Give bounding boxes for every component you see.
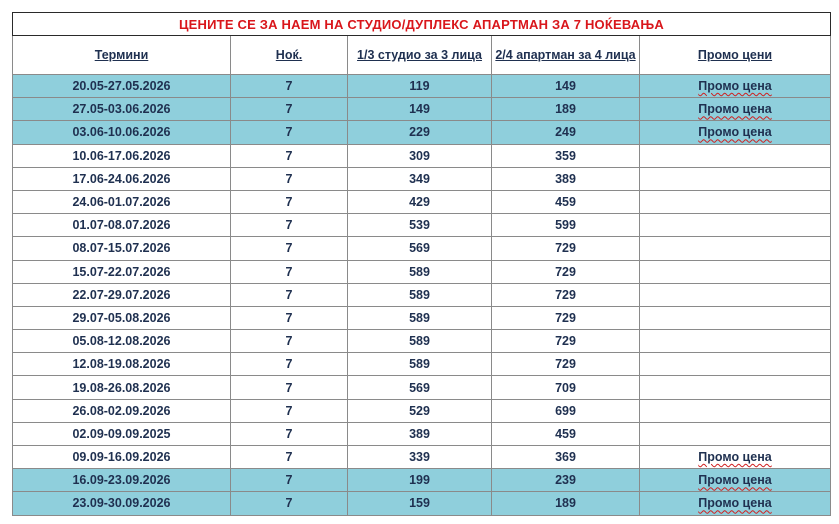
- cell-apartment-price: 459: [492, 190, 640, 213]
- cell-promo: [640, 422, 831, 445]
- cell-term: 19.08-26.08.2026: [13, 376, 231, 399]
- cell-term: 09.09-16.09.2026: [13, 446, 231, 469]
- promo-label-text: Промо цена: [698, 79, 772, 94]
- cell-studio-price: 159: [348, 492, 492, 515]
- cell-nights: 7: [231, 214, 348, 237]
- cell-nights: 7: [231, 144, 348, 167]
- table-row: [13, 399, 831, 422]
- cell-term: 24.06-01.07.2026: [13, 190, 231, 213]
- table-row: [13, 376, 831, 399]
- cell-promo: [640, 469, 831, 492]
- cell-studio-price: 149: [348, 98, 492, 121]
- cell-studio-price: 589: [348, 330, 492, 353]
- cell-promo: [640, 260, 831, 283]
- table-row: [13, 98, 831, 121]
- cell-promo: [640, 121, 831, 144]
- promo-label-text: Промо цена: [698, 450, 772, 465]
- header-apartment: 2/4 апартман за 4 лица: [492, 36, 640, 75]
- cell-studio-price: 569: [348, 376, 492, 399]
- cell-promo: [640, 446, 831, 469]
- cell-term: 29.07-05.08.2026: [13, 306, 231, 329]
- cell-promo: [640, 306, 831, 329]
- promo-label-text: Промо цена: [698, 102, 772, 117]
- cell-promo: [640, 353, 831, 376]
- promo-label-text: Промо цена: [698, 473, 772, 488]
- cell-promo: [640, 214, 831, 237]
- table-row: [13, 237, 831, 260]
- cell-apartment-price: 369: [492, 446, 640, 469]
- cell-nights: 7: [231, 190, 348, 213]
- cell-studio-price: 349: [348, 167, 492, 190]
- cell-apartment-price: 239: [492, 469, 640, 492]
- cell-nights: 7: [231, 330, 348, 353]
- table-row: [13, 121, 831, 144]
- promo-label-text: Промо цена: [698, 125, 772, 140]
- cell-studio-price: 119: [348, 75, 492, 98]
- cell-nights: 7: [231, 399, 348, 422]
- cell-term: 16.09-23.09.2026: [13, 469, 231, 492]
- table-row: [13, 260, 831, 283]
- cell-apartment-price: 599: [492, 214, 640, 237]
- cell-promo: [640, 75, 831, 98]
- price-table: [12, 12, 831, 516]
- cell-studio-price: 589: [348, 283, 492, 306]
- header-row: [13, 36, 831, 75]
- cell-nights: 7: [231, 446, 348, 469]
- cell-studio-price: 589: [348, 260, 492, 283]
- cell-term: 22.07-29.07.2026: [13, 283, 231, 306]
- cell-promo: [640, 190, 831, 213]
- cell-term: 08.07-15.07.2026: [13, 237, 231, 260]
- cell-apartment-price: 699: [492, 399, 640, 422]
- cell-nights: 7: [231, 98, 348, 121]
- cell-apartment-price: 709: [492, 376, 640, 399]
- cell-nights: 7: [231, 492, 348, 515]
- cell-studio-price: 539: [348, 214, 492, 237]
- cell-studio-price: 229: [348, 121, 492, 144]
- cell-nights: 7: [231, 422, 348, 445]
- cell-studio-price: 309: [348, 144, 492, 167]
- table-row: [13, 353, 831, 376]
- cell-apartment-price: 189: [492, 98, 640, 121]
- header-term: Термини: [13, 36, 231, 75]
- cell-studio-price: 339: [348, 446, 492, 469]
- cell-nights: 7: [231, 283, 348, 306]
- cell-apartment-price: 729: [492, 283, 640, 306]
- header-studio: 1/3 студио за 3 лица: [348, 36, 492, 75]
- cell-studio-price: 199: [348, 469, 492, 492]
- cell-term: 23.09-30.09.2026: [13, 492, 231, 515]
- cell-nights: 7: [231, 167, 348, 190]
- table-row: [13, 144, 831, 167]
- cell-nights: 7: [231, 260, 348, 283]
- cell-term: 01.07-08.07.2026: [13, 214, 231, 237]
- table-row: [13, 190, 831, 213]
- table-row: [13, 422, 831, 445]
- cell-apartment-price: 389: [492, 167, 640, 190]
- cell-apartment-price: 729: [492, 237, 640, 260]
- cell-promo: [640, 167, 831, 190]
- cell-studio-price: 389: [348, 422, 492, 445]
- cell-apartment-price: 729: [492, 353, 640, 376]
- cell-nights: 7: [231, 121, 348, 144]
- table-row: [13, 167, 831, 190]
- cell-promo: [640, 283, 831, 306]
- cell-apartment-price: 189: [492, 492, 640, 515]
- cell-apartment-price: 359: [492, 144, 640, 167]
- cell-apartment-price: 729: [492, 260, 640, 283]
- cell-nights: 7: [231, 75, 348, 98]
- header-promo: Промо цени: [640, 36, 831, 75]
- promo-label-text: Промо цена: [698, 496, 772, 511]
- table-row: [13, 306, 831, 329]
- cell-term: 26.08-02.09.2026: [13, 399, 231, 422]
- cell-term: 02.09-09.09.2025: [13, 422, 231, 445]
- cell-studio-price: 589: [348, 353, 492, 376]
- table-row: [13, 283, 831, 306]
- cell-studio-price: 529: [348, 399, 492, 422]
- cell-term: 17.06-24.06.2026: [13, 167, 231, 190]
- cell-term: 03.06-10.06.2026: [13, 121, 231, 144]
- cell-nights: 7: [231, 237, 348, 260]
- cell-promo: [640, 98, 831, 121]
- cell-nights: 7: [231, 469, 348, 492]
- cell-nights: 7: [231, 376, 348, 399]
- cell-apartment-price: 149: [492, 75, 640, 98]
- header-nights: Ноќ.: [231, 36, 348, 75]
- cell-apartment-price: 729: [492, 306, 640, 329]
- table-row: [13, 469, 831, 492]
- table-title: ЦЕНИТЕ СЕ ЗА НАЕМ НА СТУДИО/ДУПЛЕКС АПАРТМАН ЗА 7 НОЌЕВАЊА: [13, 13, 831, 36]
- cell-promo: [640, 399, 831, 422]
- cell-apartment-price: 729: [492, 330, 640, 353]
- table-row: [13, 75, 831, 98]
- cell-nights: 7: [231, 306, 348, 329]
- table-row: [13, 446, 831, 469]
- cell-term: 10.06-17.06.2026: [13, 144, 231, 167]
- table-row: [13, 214, 831, 237]
- table-row: [13, 492, 831, 515]
- cell-studio-price: 569: [348, 237, 492, 260]
- cell-apartment-price: 459: [492, 422, 640, 445]
- cell-apartment-price: 249: [492, 121, 640, 144]
- price-sheet: [12, 12, 830, 516]
- cell-term: 27.05-03.06.2026: [13, 98, 231, 121]
- cell-term: 12.08-19.08.2026: [13, 353, 231, 376]
- cell-term: 05.08-12.08.2026: [13, 330, 231, 353]
- cell-promo: [640, 330, 831, 353]
- cell-nights: 7: [231, 353, 348, 376]
- cell-term: 15.07-22.07.2026: [13, 260, 231, 283]
- cell-studio-price: 589: [348, 306, 492, 329]
- cell-term: 20.05-27.05.2026: [13, 75, 231, 98]
- cell-studio-price: 429: [348, 190, 492, 213]
- cell-promo: [640, 376, 831, 399]
- cell-promo: [640, 237, 831, 260]
- cell-promo: [640, 144, 831, 167]
- table-body: [13, 75, 831, 516]
- cell-promo: [640, 492, 831, 515]
- table-row: [13, 330, 831, 353]
